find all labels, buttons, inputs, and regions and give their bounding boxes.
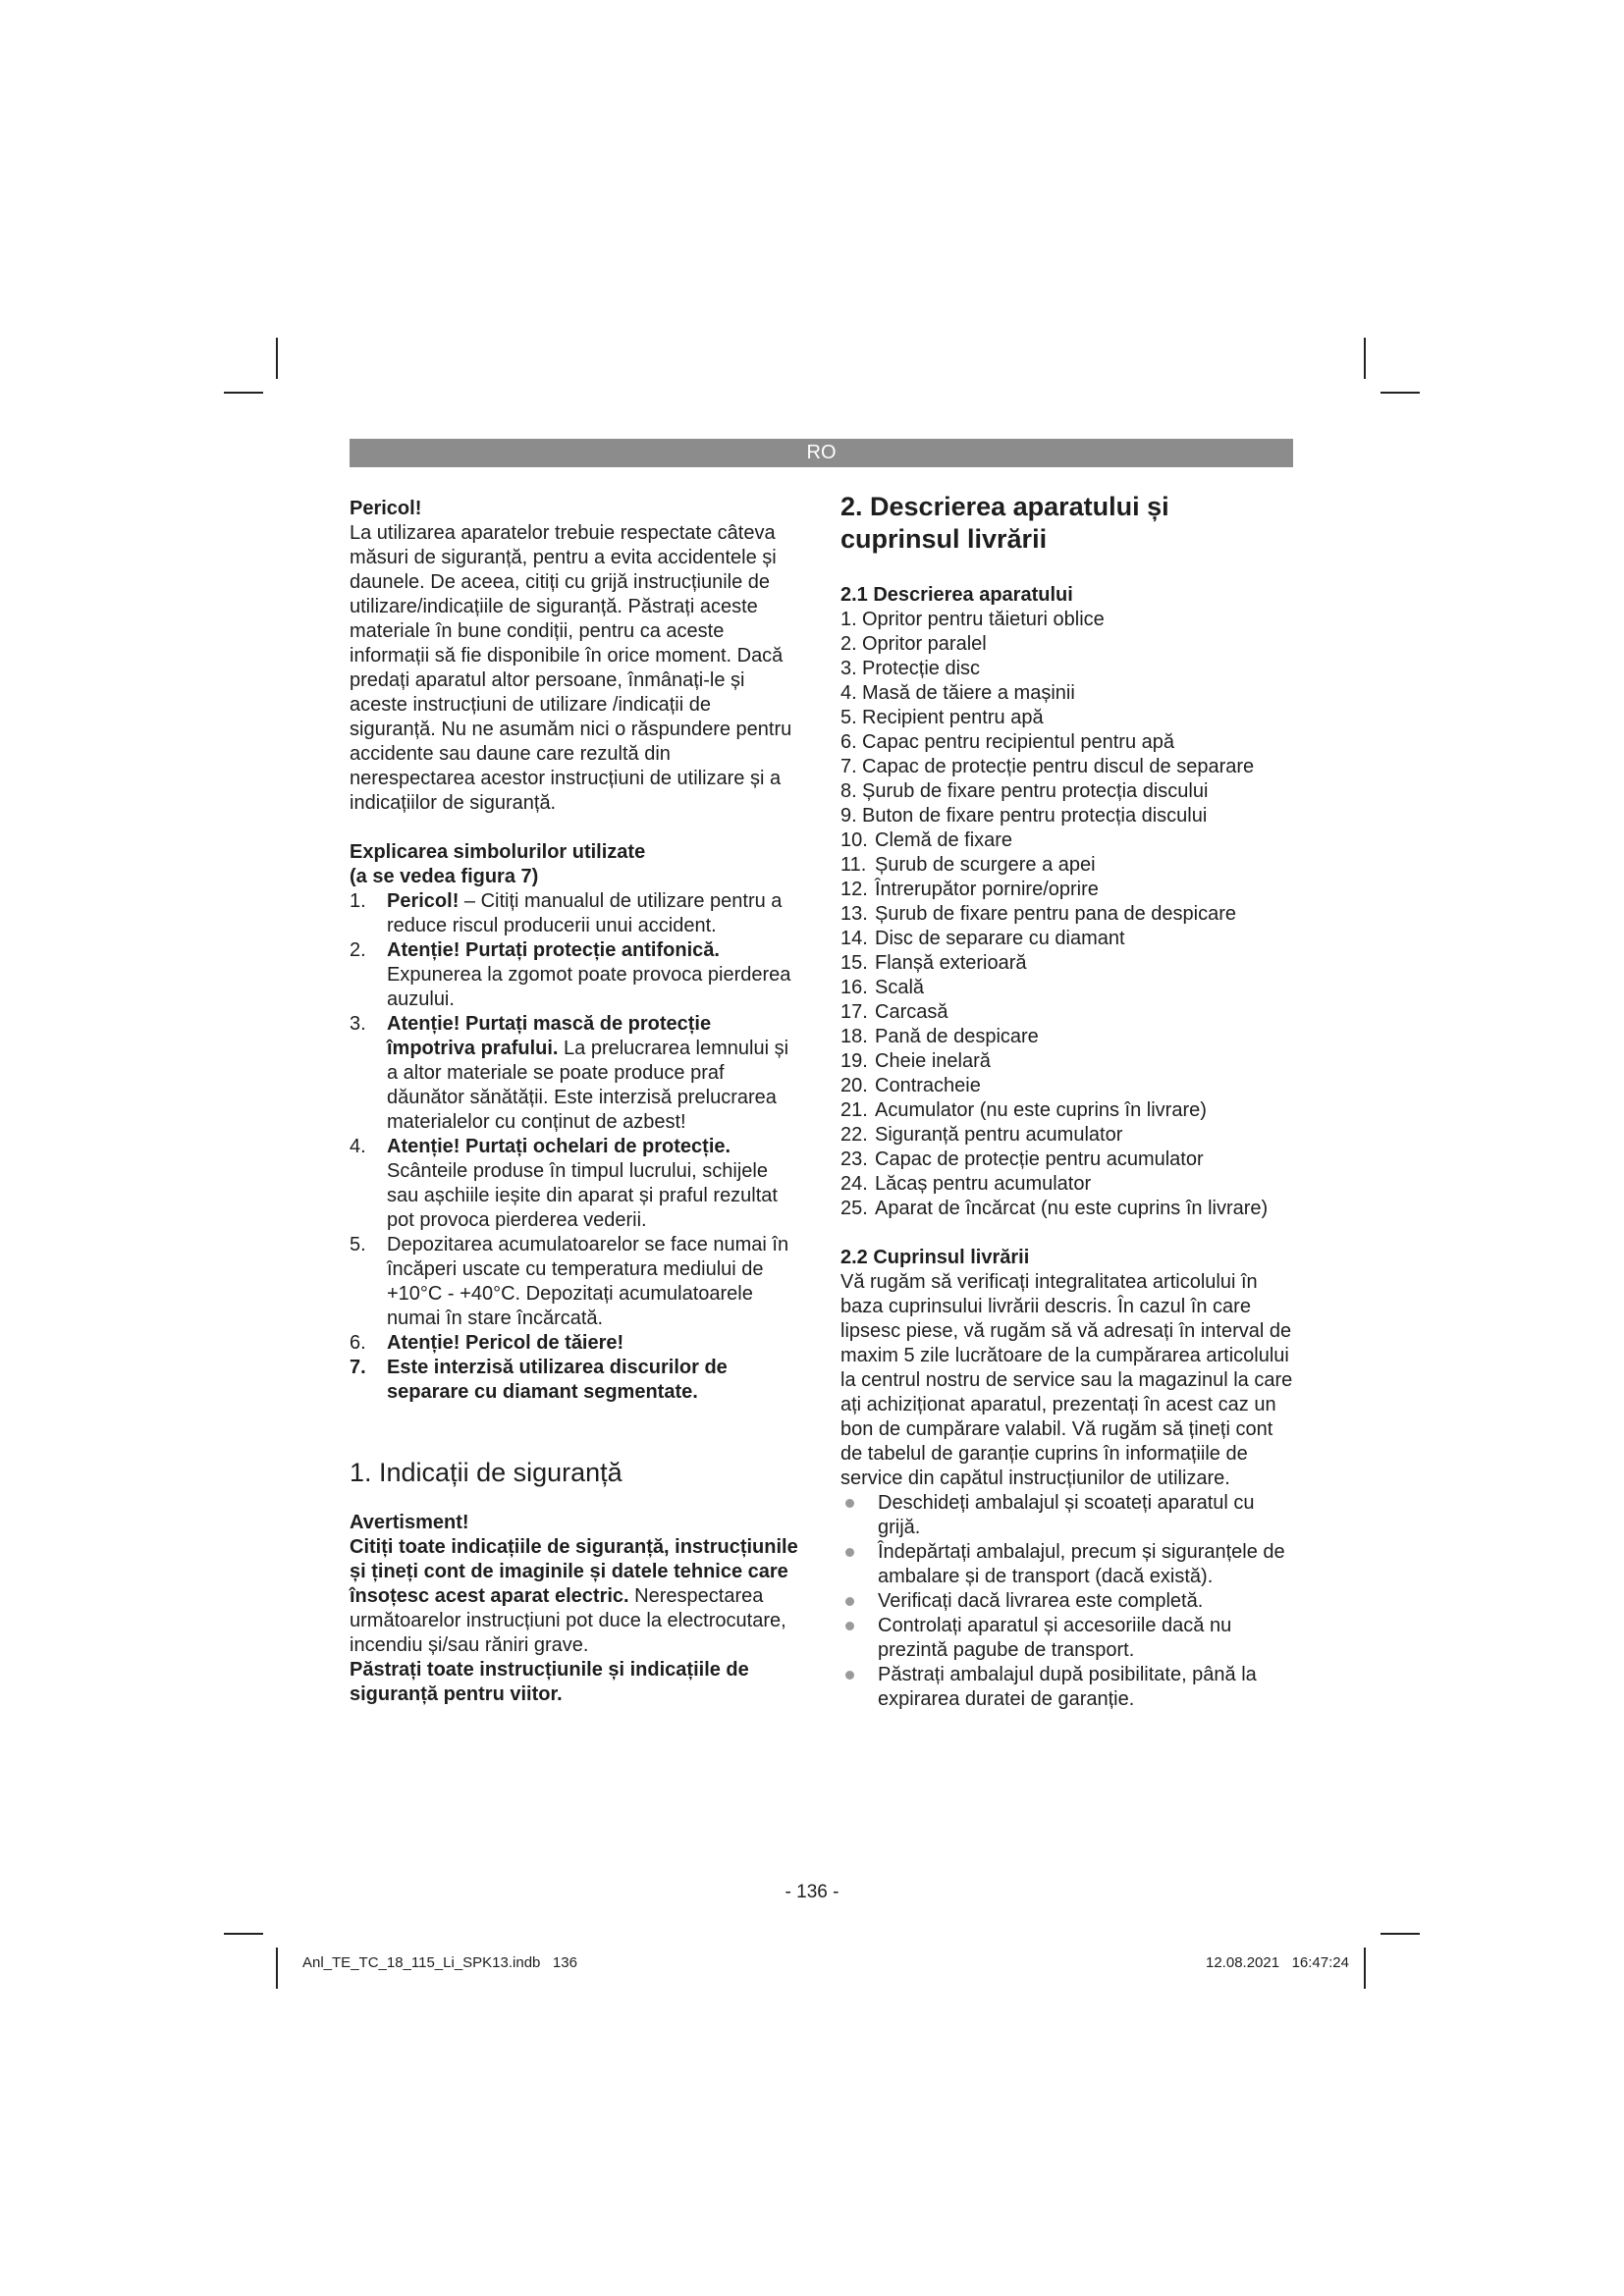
item-bold: Atenție! Purtați protecție antifonică. [387,939,720,961]
part-number: 1. [840,609,857,630]
item-number: 2. [350,939,366,961]
part-label: Aparat de încărcat (nu este cuprins în livrare) [875,1198,1269,1219]
section-1-title: 1. Indicații de siguranță [350,1458,623,1487]
item-number: 7. [350,1357,366,1378]
list-item [840,1197,1294,1221]
part-label: Șurub de scurgere a apei [875,854,1096,876]
list-item [840,657,1294,681]
item-text: Scânteile produse în timpul lucrului, schijele sau așchiile ieșite din aparat și praful rezultat pot provoca pierderea vederii. [387,1160,778,1231]
bullet-text: Deschideți ambalajul și scoateți aparatul cu grijă. [878,1492,1255,1538]
bullet-icon [845,1671,854,1680]
part-label: Siguranță pentru acumulator [875,1124,1123,1146]
item-text: Expunerea la zgomot poate provoca pierderea auzului. [387,964,791,1010]
part-number: 12. [840,879,868,900]
list-item [350,1012,801,1135]
item-number: 6. [350,1332,366,1354]
list-item [840,1074,1294,1098]
part-number: 19. [840,1050,868,1072]
part-label: Scală [875,977,925,998]
bullet-icon [845,1499,854,1508]
list-item [840,755,1294,779]
list-item [840,632,1294,657]
list-item [840,927,1294,951]
warning-paragraph [350,1535,801,1658]
crop-mark [276,338,278,379]
scope-of-delivery-title: 2.2 Cuprinsul livrării [840,1247,1030,1268]
item-text: Depozitarea acumulatoarelor se face numai în încăperi uscate cu temperatura mediului de +10°C - +40°C. Depozitați acumulatoarele numai în stare încărcată. [387,1234,789,1329]
part-number: 17. [840,1001,868,1023]
item-bold: Este interzisă utilizarea discurilor de separare cu diamant segmentate. [387,1357,728,1403]
part-number: 20. [840,1075,868,1096]
list-item [350,1331,801,1356]
part-number: 10. [840,829,868,851]
list-item [840,1049,1294,1074]
part-number: 21. [840,1099,868,1121]
item-bold: Atenție! Purtați ochelari de protecție. [387,1136,731,1157]
part-label: Buton de fixare pentru protecția discului [862,805,1208,827]
footer-filename: Anl_TE_TC_18_115_Li_SPK13.indb 136 [302,1954,577,1971]
bullet-icon [845,1622,854,1630]
bullet-text: Verificați dacă livrarea este completă. [878,1590,1204,1612]
crop-mark [1380,392,1420,394]
intro-paragraph: La utilizarea aparatelor trebuie respectate câteva măsuri de siguranță, pentru a evita accidentele și daunele. De aceea, citiți cu grijă instrucțiunile de utilizare/indicațiile de siguranță. Păstrați aceste materiale în bune condiții, pentru ca aceste informații să fie disponibile în orice moment. Dacă predați aparatul altor persoane, înmânați-le și aceste instrucțiuni de utilizare /indicații de siguranță. Nu ne asumăm nici o răspundere pentru accidente sau daune care rezultă din nerespectarea acestor instrucțiuni de utilizare și a indicațiilor de siguranță. [350,522,792,814]
list-item [840,804,1294,828]
part-number: 25. [840,1198,868,1219]
part-label: Capac pentru recipientul pentru apă [862,731,1174,753]
parts-list [840,608,1294,1221]
list-item [840,1589,1294,1614]
item-bold: Pericol! [387,890,460,912]
part-label: Opritor paralel [862,633,987,655]
list-item [350,1135,801,1233]
warning-title: Avertisment! [350,1512,469,1533]
item-bold: Atenție! Pericol de tăiere! [387,1332,624,1354]
list-item [840,681,1294,706]
list-item [840,706,1294,730]
item-bold: Atenție! Purtați mască de protecție împotriva prafului. [387,1013,712,1059]
part-number: 22. [840,1124,868,1146]
bullet-text: Controlați aparatul și accesoriile dacă nu prezintă pagube de transport. [878,1615,1232,1661]
part-number: 3. [840,658,857,679]
list-item [840,1172,1294,1197]
bullet-text: Îndepărtați ambalajul, precum și siguranțele de ambalare și de transport (dacă există). [878,1541,1285,1587]
part-number: 7. [840,756,857,777]
part-label: Flanșă exterioară [875,952,1027,974]
list-item [350,1356,801,1405]
list-item [840,1491,1294,1540]
list-item [840,730,1294,755]
part-number: 13. [840,903,868,925]
list-item [840,1098,1294,1123]
item-number: 4. [350,1136,366,1157]
part-label: Șurub de fixare pentru protecția discului [862,780,1209,802]
item-text: – Citiți manualul de utilizare pentru a reduce riscul producerii unui accident. [387,890,783,936]
list-item [840,1000,1294,1025]
part-number: 2. [840,633,857,655]
footer-datetime: 12.08.2021 16:47:24 [1206,1954,1349,1971]
item-number: 5. [350,1234,366,1255]
list-item [840,828,1294,853]
part-number: 8. [840,780,857,802]
list-item [840,1663,1294,1712]
crop-mark [1364,1948,1366,1989]
item-text: La prelucrarea lemnului și a altor materiale se poate produce praf dăunător sănătății. Este interzisă prelucrarea materialelor cu conținut de azbest! [387,1038,789,1133]
list-item [840,1614,1294,1663]
language-header-bar [350,439,1293,467]
item-number: 3. [350,1013,366,1035]
list-item [840,853,1294,878]
page-number: - 136 - [785,1882,839,1902]
part-label: Carcasă [875,1001,948,1023]
crop-mark [224,1933,263,1935]
item-number: 1. [350,890,366,912]
part-label: Capac de protecție pentru acumulator [875,1148,1204,1170]
part-number: 18. [840,1026,868,1047]
part-number: 24. [840,1173,868,1195]
part-label: Protecție disc [862,658,981,679]
part-label: Cheie inelară [875,1050,991,1072]
part-number: 11. [840,854,867,876]
warning-text: Nerespectarea următoarelor instrucțiuni pot duce la electrocutare, incendiu și/sau răniri grave. [350,1585,786,1656]
bullet-icon [845,1597,854,1606]
left-column [350,497,801,1707]
part-label: Recipient pentru apă [862,707,1044,728]
crop-mark [1380,1933,1420,1935]
device-description-title: 2.1 Descrierea aparatului [840,584,1073,606]
language-label: RO [806,442,837,463]
warning-bold: Citiți toate indicațiile de siguranță, instrucțiunile și țineți cont de imaginile și datele tehnice care însoțesc acest aparat electric. [350,1536,798,1607]
part-number: 16. [840,977,868,998]
bullet-text: Păstrați ambalajul după posibilitate, până la expirarea duratei de garanție. [878,1664,1257,1710]
list-item [840,902,1294,927]
part-number: 9. [840,805,857,827]
list-item [840,1148,1294,1172]
crop-mark [1364,338,1366,379]
part-label: Acumulator (nu este cuprins în livrare) [875,1099,1207,1121]
part-label: Opritor pentru tăieturi oblice [862,609,1105,630]
danger-title: Pericol! [350,498,422,519]
crop-mark [224,392,263,394]
scope-bullet-list [840,1491,1294,1712]
part-label: Capac de protecție pentru discul de separare [862,756,1255,777]
list-item [840,976,1294,1000]
symbols-subtitle: (a se vedea figura 7) [350,866,539,887]
list-item [840,951,1294,976]
section-2-title: 2. Descrierea aparatului și cuprinsul livrării [840,492,1169,554]
list-item [350,938,801,1012]
part-number: 23. [840,1148,868,1170]
part-label: Contracheie [875,1075,981,1096]
part-number: 4. [840,682,857,704]
symbols-list [350,889,801,1405]
part-number: 14. [840,928,868,949]
right-column [840,491,1294,1712]
symbols-title: Explicarea simbolurilor utilizate [350,841,646,863]
part-label: Disc de separare cu diamant [875,928,1125,949]
part-label: Șurub de fixare pentru pana de despicare [875,903,1237,925]
part-label: Lăcaș pentru acumulator [875,1173,1092,1195]
list-item [840,1025,1294,1049]
part-label: Masă de tăiere a mașinii [862,682,1075,704]
list-item [350,889,801,938]
part-label: Întrerupător pornire/oprire [875,879,1099,900]
list-item [350,1233,801,1331]
part-number: 6. [840,731,857,753]
list-item [840,1123,1294,1148]
crop-mark [276,1948,278,1989]
scope-of-delivery-paragraph: Vă rugăm să verificați integralitatea articolului în baza cuprinsului livrării descris. În cazul în care lipsesc piese, vă rugăm să vă adresați în interval de maxim 5 zile lucrătoare de la cumpărarea articolului la centrul nostru de service sau la magazinul la care ați achiziționat aparatul, prezentați în acest caz un bon de cumpărare valabil. Vă rugăm să țineți cont de tabelul de garanție cuprins în informațiile de service din capătul instrucțiunilor de utilizare. [840,1271,1293,1489]
keep-instructions: Păstrați toate instrucțiunile și indicațiile de siguranță pentru viitor. [350,1659,749,1705]
part-number: 15. [840,952,868,974]
bullet-icon [845,1548,854,1557]
list-item [840,779,1294,804]
part-label: Pană de despicare [875,1026,1039,1047]
list-item [840,878,1294,902]
part-label: Clemă de fixare [875,829,1013,851]
part-number: 5. [840,707,857,728]
list-item [840,608,1294,632]
list-item [840,1540,1294,1589]
